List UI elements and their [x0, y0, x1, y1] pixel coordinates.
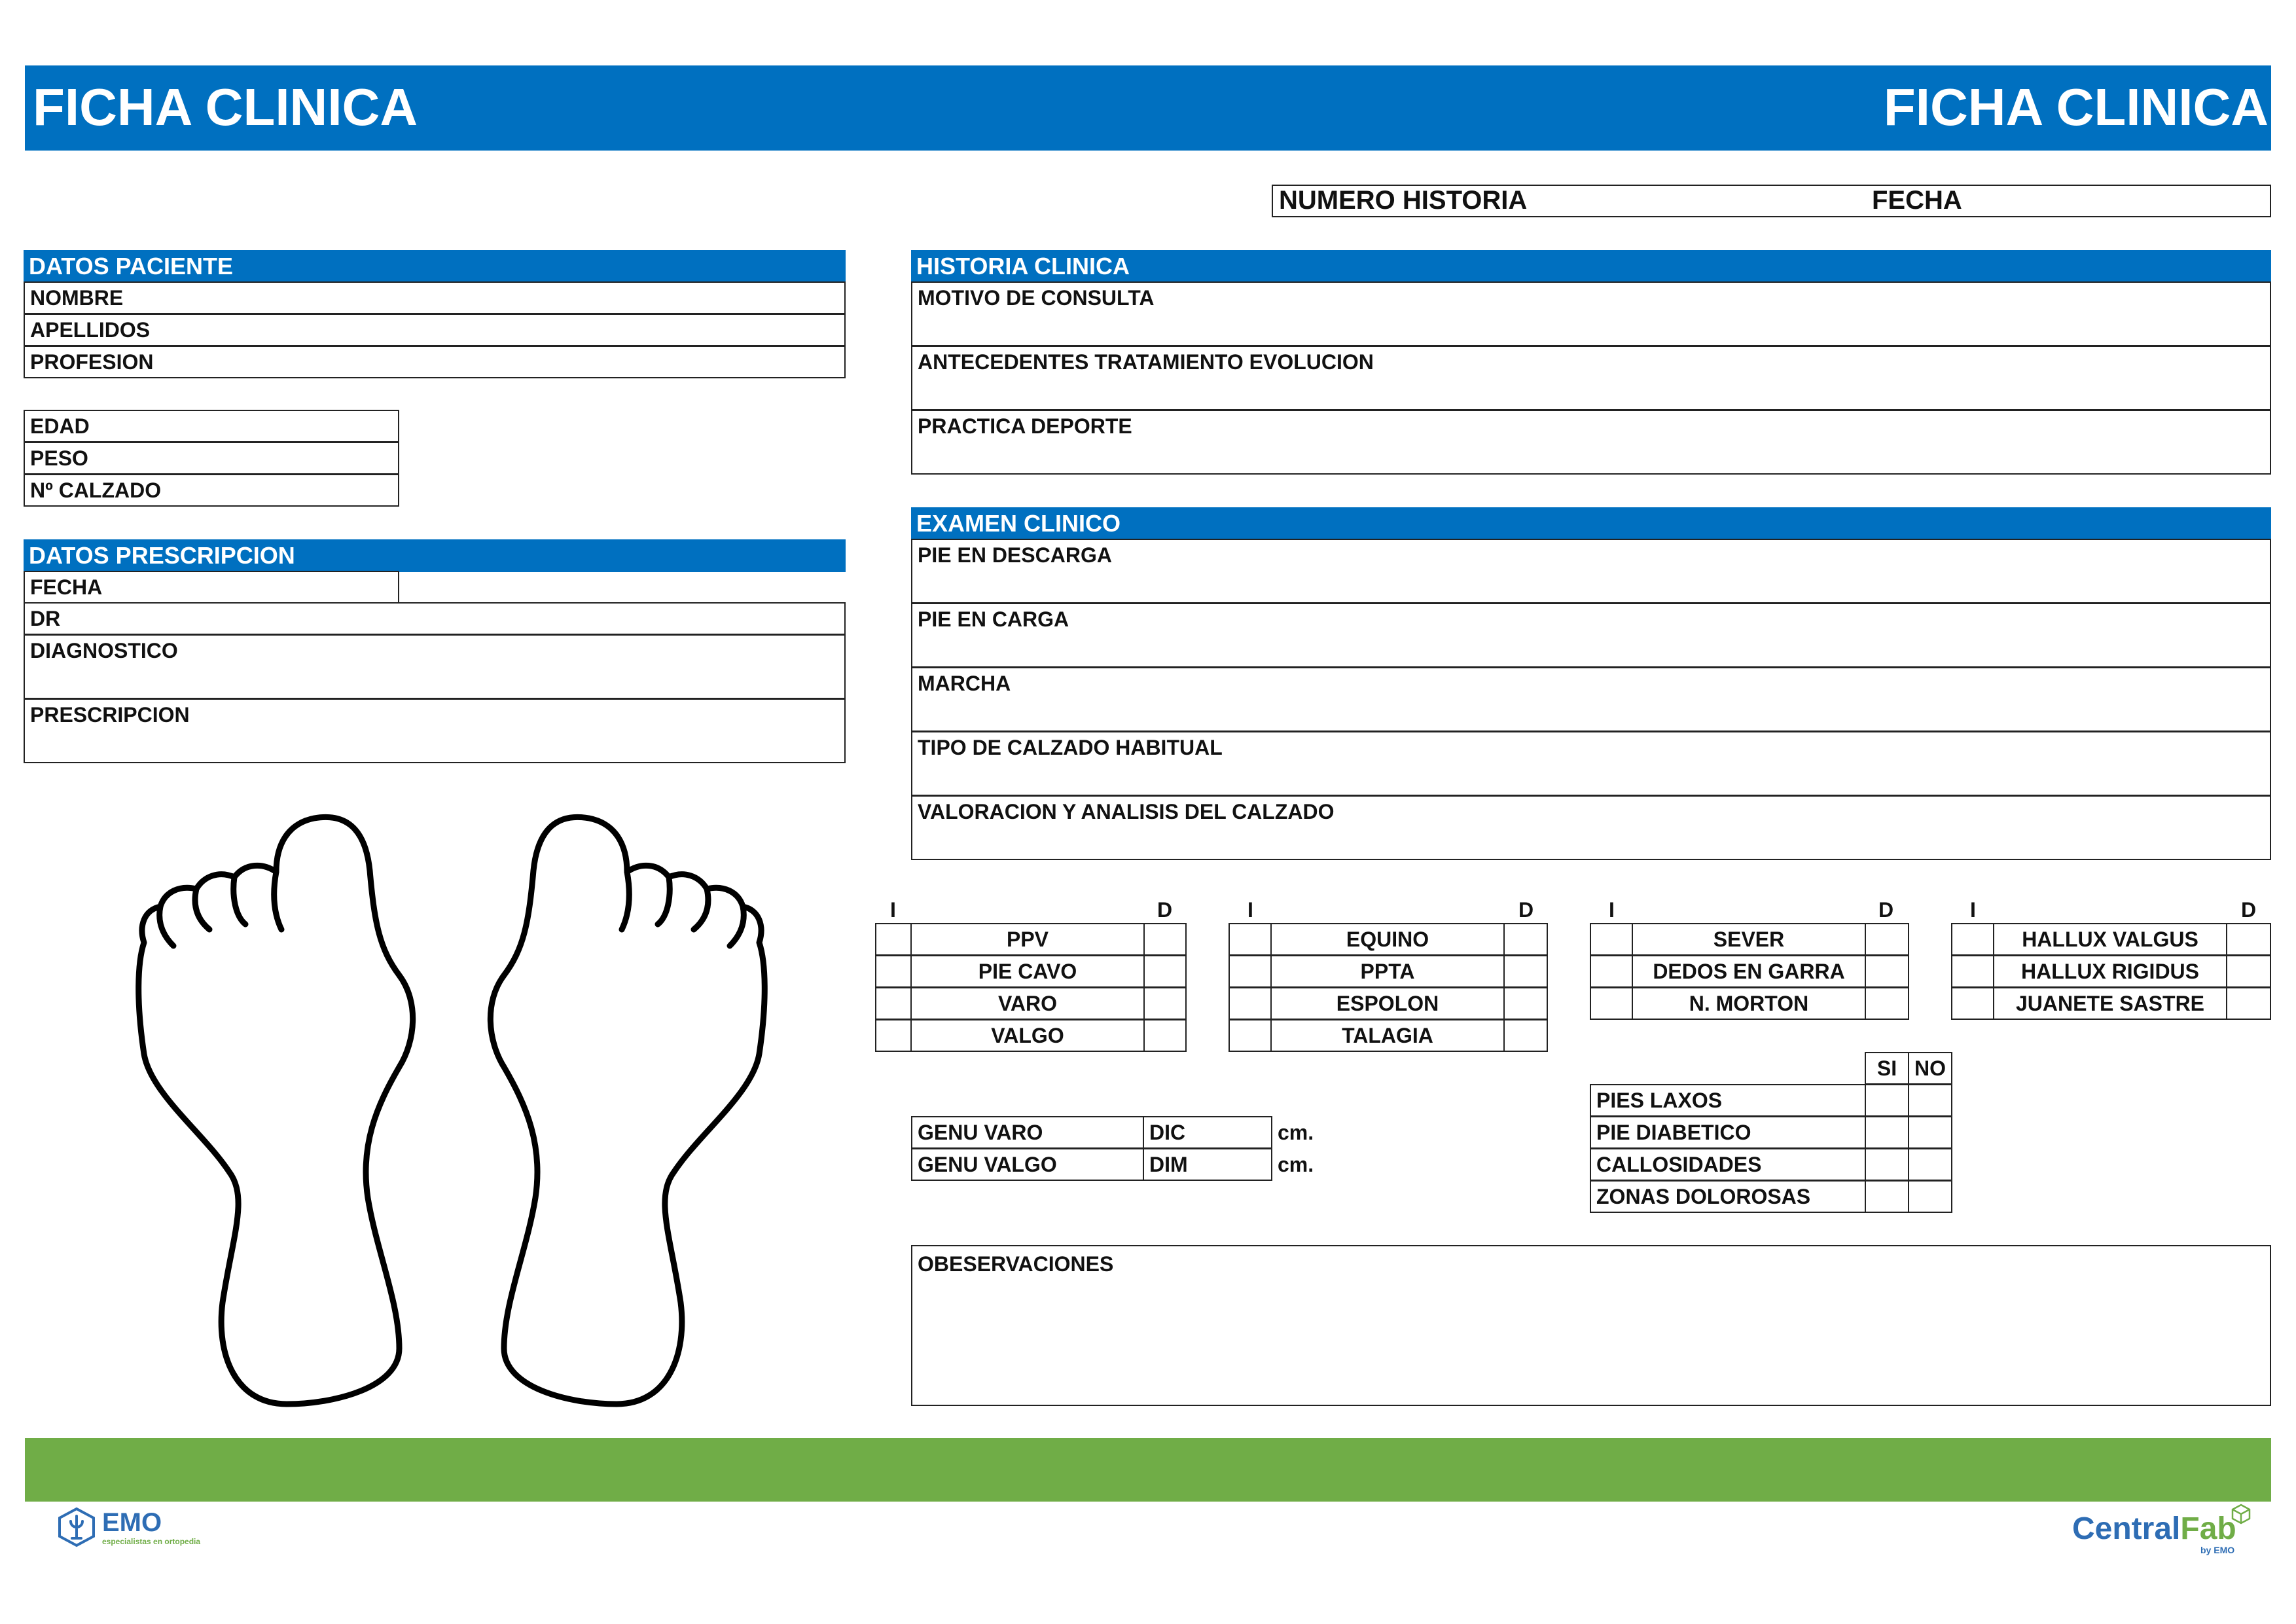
group2-d-check[interactable]	[1503, 955, 1548, 988]
genu-valgo-label: GENU VALGO	[911, 1148, 1144, 1181]
centralfab-logo-fab: Fab	[2180, 1511, 2236, 1546]
group3-item: N. MORTON	[1632, 987, 1866, 1020]
emo-logo-icon	[56, 1507, 97, 1547]
group3-left-label: I	[1609, 898, 1615, 922]
group3-d-check[interactable]	[1865, 987, 1909, 1020]
centralfab-logo-central: Central	[2072, 1511, 2181, 1546]
peso-field[interactable]: PESO	[24, 442, 399, 475]
group3-d-check[interactable]	[1865, 955, 1909, 988]
valoracion-calzado-field[interactable]: VALORACION Y ANALISIS DEL CALZADO	[911, 795, 2271, 860]
group2-item: TALAGIA	[1270, 1019, 1505, 1052]
antecedentes-field[interactable]: ANTECEDENTES TRATAMIENTO EVOLUCION	[911, 346, 2271, 410]
group2-i-check[interactable]	[1229, 955, 1272, 988]
header-title-right: FICHA CLINICA	[1883, 78, 2269, 136]
group2-i-check[interactable]	[1229, 923, 1272, 956]
examen-clinico-header: EXAMEN CLINICO	[911, 507, 2271, 540]
datos-prescripcion-header: DATOS PRESCRIPCION	[24, 539, 846, 572]
group2-left-label: I	[1247, 898, 1253, 922]
group4-i-check[interactable]	[1951, 923, 1994, 956]
diagnostico-field[interactable]: DIAGNOSTICO	[24, 634, 846, 699]
prescripcion-field[interactable]: PRESCRIPCION	[24, 698, 846, 763]
datos-paciente-header: DATOS PACIENTE	[24, 250, 846, 283]
centralfab-logo	[2072, 1511, 2236, 1547]
group4-item: JUANETE SASTRE	[1993, 987, 2227, 1020]
observaciones-field[interactable]: OBESERVACIONES	[911, 1245, 2271, 1406]
pie-diabetico-si[interactable]	[1865, 1116, 1909, 1149]
group4-item: HALLUX VALGUS	[1993, 923, 2227, 956]
group2-d-check[interactable]	[1503, 923, 1548, 956]
nombre-field[interactable]: NOMBRE	[24, 281, 846, 314]
group4-left-label: I	[1970, 898, 1976, 922]
practica-deporte-field[interactable]: PRACTICA DEPORTE	[911, 410, 2271, 475]
group4-i-check[interactable]	[1951, 987, 1994, 1020]
group1-d-check[interactable]	[1143, 987, 1187, 1020]
group3-item: DEDOS EN GARRA	[1632, 955, 1866, 988]
dr-field[interactable]: DR	[24, 602, 846, 635]
callosidades-no[interactable]	[1908, 1148, 1952, 1181]
group3-i-check[interactable]	[1590, 923, 1633, 956]
header-title-left: FICHA CLINICA	[33, 78, 418, 136]
genu-varo-measure[interactable]: DIC	[1143, 1116, 1272, 1149]
group1-i-check[interactable]	[875, 1019, 912, 1052]
left-foot-outline-icon	[139, 817, 413, 1404]
historia-clinica-header: HISTORIA CLINICA	[911, 250, 2271, 283]
group2-d-check[interactable]	[1503, 1019, 1548, 1052]
group2-right-label: D	[1518, 898, 1534, 922]
callosidades-si[interactable]	[1865, 1148, 1909, 1181]
genu-valgo-unit: cm.	[1278, 1153, 1314, 1176]
group2-i-check[interactable]	[1229, 987, 1272, 1020]
apellidos-field[interactable]: APELLIDOS	[24, 314, 846, 346]
group3-right-label: D	[1878, 898, 1894, 922]
group4-d-check[interactable]	[2226, 987, 2271, 1020]
profesion-field[interactable]: PROFESION	[24, 346, 846, 378]
no-header: NO	[1908, 1052, 1952, 1085]
group3-item: SEVER	[1632, 923, 1866, 956]
si-header: SI	[1865, 1052, 1909, 1085]
group1-i-check[interactable]	[875, 987, 912, 1020]
group4-i-check[interactable]	[1951, 955, 1994, 988]
marcha-field[interactable]: MARCHA	[911, 667, 2271, 732]
group2-item: ESPOLON	[1270, 987, 1505, 1020]
zonas-dolorosas-no[interactable]	[1908, 1180, 1952, 1213]
pie-diabetico-no[interactable]	[1908, 1116, 1952, 1149]
group4-d-check[interactable]	[2226, 923, 2271, 956]
tipo-calzado-field[interactable]: TIPO DE CALZADO HABITUAL	[911, 731, 2271, 796]
pie-descarga-field[interactable]: PIE EN DESCARGA	[911, 539, 2271, 604]
emo-logo-tagline: especialistas en ortopedia	[102, 1537, 201, 1546]
group4-d-check[interactable]	[2226, 955, 2271, 988]
zonas-dolorosas-si[interactable]	[1865, 1180, 1909, 1213]
numero-historia-label: NUMERO HISTORIA	[1279, 186, 1528, 215]
pies-laxos-si[interactable]	[1865, 1084, 1909, 1117]
prescripcion-fecha-field[interactable]: FECHA	[24, 571, 399, 604]
group3-d-check[interactable]	[1865, 923, 1909, 956]
feet-diagram	[124, 779, 779, 1427]
emo-logo-text: EMO	[102, 1508, 162, 1537]
group1-d-check[interactable]	[1143, 923, 1187, 956]
group2-i-check[interactable]	[1229, 1019, 1272, 1052]
group1-i-check[interactable]	[875, 923, 912, 956]
fecha-label: FECHA	[1872, 186, 1962, 215]
group1-item: VARO	[910, 987, 1145, 1020]
group1-item: PIE CAVO	[910, 955, 1145, 988]
group1-left-label: I	[890, 898, 896, 922]
group1-i-check[interactable]	[875, 955, 912, 988]
motivo-consulta-field[interactable]: MOTIVO DE CONSULTA	[911, 281, 2271, 346]
group1-d-check[interactable]	[1143, 955, 1187, 988]
calzado-field[interactable]: Nº CALZADO	[24, 474, 399, 507]
group3-i-check[interactable]	[1590, 987, 1633, 1020]
centralfab-cube-icon	[2230, 1503, 2252, 1525]
group2-d-check[interactable]	[1503, 987, 1548, 1020]
group2-item: PPTA	[1270, 955, 1505, 988]
group1-right-label: D	[1157, 898, 1173, 922]
group1-item: VALGO	[910, 1019, 1145, 1052]
genu-varo-label: GENU VARO	[911, 1116, 1144, 1149]
pies-laxos-label: PIES LAXOS	[1590, 1084, 1866, 1117]
group4-item: HALLUX RIGIDUS	[1993, 955, 2227, 988]
centralfab-logo-sub: by EMO	[2200, 1545, 2235, 1555]
genu-valgo-measure[interactable]: DIM	[1143, 1148, 1272, 1181]
group2-item: EQUINO	[1270, 923, 1505, 956]
group4-right-label: D	[2241, 898, 2257, 922]
pies-laxos-no[interactable]	[1908, 1084, 1952, 1117]
pie-diabetico-label: PIE DIABETICO	[1590, 1116, 1866, 1149]
zonas-dolorosas-label: ZONAS DOLOROSAS	[1590, 1180, 1866, 1213]
group1-item: PPV	[910, 923, 1145, 956]
group1-d-check[interactable]	[1143, 1019, 1187, 1052]
genu-varo-unit: cm.	[1278, 1121, 1314, 1144]
callosidades-label: CALLOSIDADES	[1590, 1148, 1866, 1181]
pie-carga-field[interactable]: PIE EN CARGA	[911, 603, 2271, 668]
group3-i-check[interactable]	[1590, 955, 1633, 988]
edad-field[interactable]: EDAD	[24, 410, 399, 442]
footer-bar	[25, 1438, 2271, 1502]
right-foot-outline-icon	[490, 817, 764, 1404]
